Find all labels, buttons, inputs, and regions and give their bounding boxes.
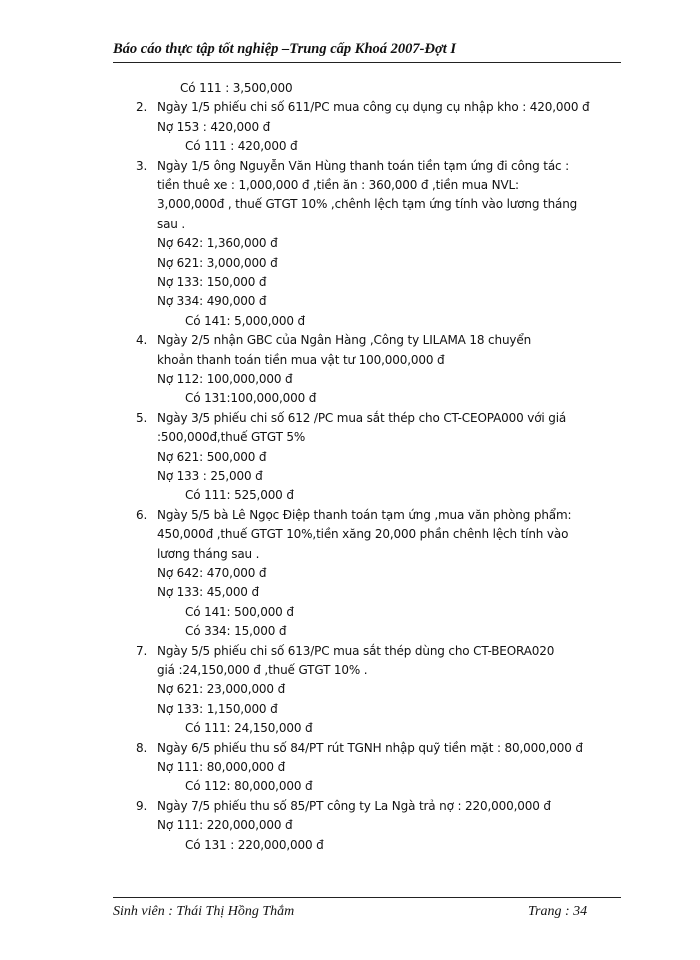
footer-student-name: Sinh viên : Thái Thị Hồng Thắm bbox=[113, 904, 295, 919]
item-number: 6. bbox=[136, 507, 148, 522]
journal-entry-line: Có 111: 525,000 đ bbox=[185, 488, 294, 503]
journal-entry-line: Có 141: 500,000 đ bbox=[185, 604, 294, 619]
item-description: Ngày 1/5 ông Nguyễn Văn Hùng thanh toán tiền tạm ứng đi công tác : bbox=[157, 158, 570, 173]
journal-entry-line: Nợ 133: 45,000 đ bbox=[157, 585, 259, 600]
item-description: Ngày 6/5 phiếu thu số 84/PT rút TGNH nhập quỹ tiền mặt : 80,000,000 đ bbox=[157, 740, 583, 755]
item-description: Ngày 1/5 phiếu chi số 611/PC mua công cụ dụng cụ nhập kho : 420,000 đ bbox=[157, 100, 590, 115]
journal-entry-line: Nợ 642: 470,000 đ bbox=[157, 566, 267, 580]
page-header-title: Báo cáo thực tập tốt nghiệp –Trung cấp Khoá 2007-Đợt I bbox=[113, 41, 457, 57]
journal-entry-line: Nợ 111: 220,000,000 đ bbox=[157, 818, 293, 833]
journal-entry-line: Nợ 111: 80,000,000 đ bbox=[157, 760, 286, 774]
journal-entry-line: :500,000đ,thuế GTGT 5% bbox=[157, 430, 306, 445]
item-description: Ngày 7/5 phiếu thu số 85/PT công ty La Ngà trả nợ : 220,000,000 đ bbox=[157, 798, 551, 813]
journal-entry-line: Nợ 621: 3,000,000 đ bbox=[157, 255, 278, 270]
journal-entry-line: Nợ 153 : 420,000 đ bbox=[157, 119, 271, 134]
journal-entry-line: Nợ 621: 500,000 đ bbox=[157, 449, 267, 464]
item-number: 8. bbox=[136, 740, 148, 755]
journal-entry-line: tiền thuê xe : 1,000,000 đ ,tiền ăn : 360,000 đ ,tiền mua NVL: bbox=[157, 178, 519, 192]
journal-entry-line: 3,000,000đ , thuế GTGT 10% ,chênh lệch tạm ứng tính vào lương tháng bbox=[157, 197, 578, 212]
journal-entry-line: Có 111 : 420,000 đ bbox=[185, 139, 298, 154]
item-description: Ngày 2/5 nhận GBC của Ngân Hàng ,Công ty LILAMA 18 chuyển bbox=[157, 333, 532, 348]
journal-entry-line: Nợ 133 : 25,000 đ bbox=[157, 469, 263, 483]
item-number: 5. bbox=[136, 410, 148, 425]
footer-divider bbox=[113, 897, 621, 898]
journal-entry-line: 450,000đ ,thuế GTGT 10%,tiền xăng 20,000 phần chênh lệch tính vào bbox=[157, 527, 569, 542]
journal-entry-line: Có 131:100,000,000 đ bbox=[185, 391, 317, 406]
journal-entry-line: Nợ 334: 490,000 đ bbox=[157, 294, 267, 309]
journal-entry-line: Nợ 133: 150,000 đ bbox=[157, 275, 267, 289]
journal-entry-line: lương tháng sau . bbox=[157, 546, 260, 561]
item-number: 4. bbox=[136, 333, 148, 348]
journal-entry-line: Nợ 133: 1,150,000 đ bbox=[157, 701, 278, 716]
journal-entry-line: Có 112: 80,000,000 đ bbox=[185, 779, 313, 794]
journal-entry-line: sau . bbox=[157, 216, 186, 231]
item-number: 9. bbox=[136, 798, 148, 813]
journal-entry-line: Nợ 642: 1,360,000 đ bbox=[157, 236, 278, 251]
journal-entry-line: Có 131 : 220,000,000 đ bbox=[185, 837, 324, 852]
item-description: Ngày 5/5 phiếu chi số 613/PC mua sắt thép dùng cho CT-BEORA020 bbox=[157, 643, 555, 658]
item-number: 2. bbox=[136, 100, 148, 115]
journal-entry-line: Nợ 621: 23,000,000 đ bbox=[157, 682, 286, 697]
journal-entry-line: Có 111 : 3,500,000 bbox=[180, 81, 293, 95]
journal-entry-line: Có 111: 24,150,000 đ bbox=[185, 721, 313, 736]
item-description: Ngày 5/5 bà Lê Ngọc Điệp thanh toán tạm ứng ,mua văn phòng phẩm: bbox=[157, 507, 572, 522]
journal-entry-line: Có 141: 5,000,000 đ bbox=[185, 313, 305, 328]
journal-entry-line: khoản thanh toán tiền mua vật tư 100,000,000 đ bbox=[157, 352, 445, 367]
journal-entry-line: Có 334: 15,000 đ bbox=[185, 624, 287, 639]
footer-page-number: Trang : 34 bbox=[528, 904, 588, 919]
journal-entry-line: Nợ 112: 100,000,000 đ bbox=[157, 372, 293, 386]
item-description: Ngày 3/5 phiếu chi số 612 /PC mua sắt thép cho CT-CEOPA000 với giá bbox=[157, 410, 567, 425]
journal-entry-line: giá :24,150,000 đ ,thuế GTGT 10% . bbox=[157, 663, 368, 677]
item-number: 3. bbox=[136, 158, 148, 173]
item-number: 7. bbox=[136, 643, 148, 658]
header-divider bbox=[113, 62, 621, 63]
